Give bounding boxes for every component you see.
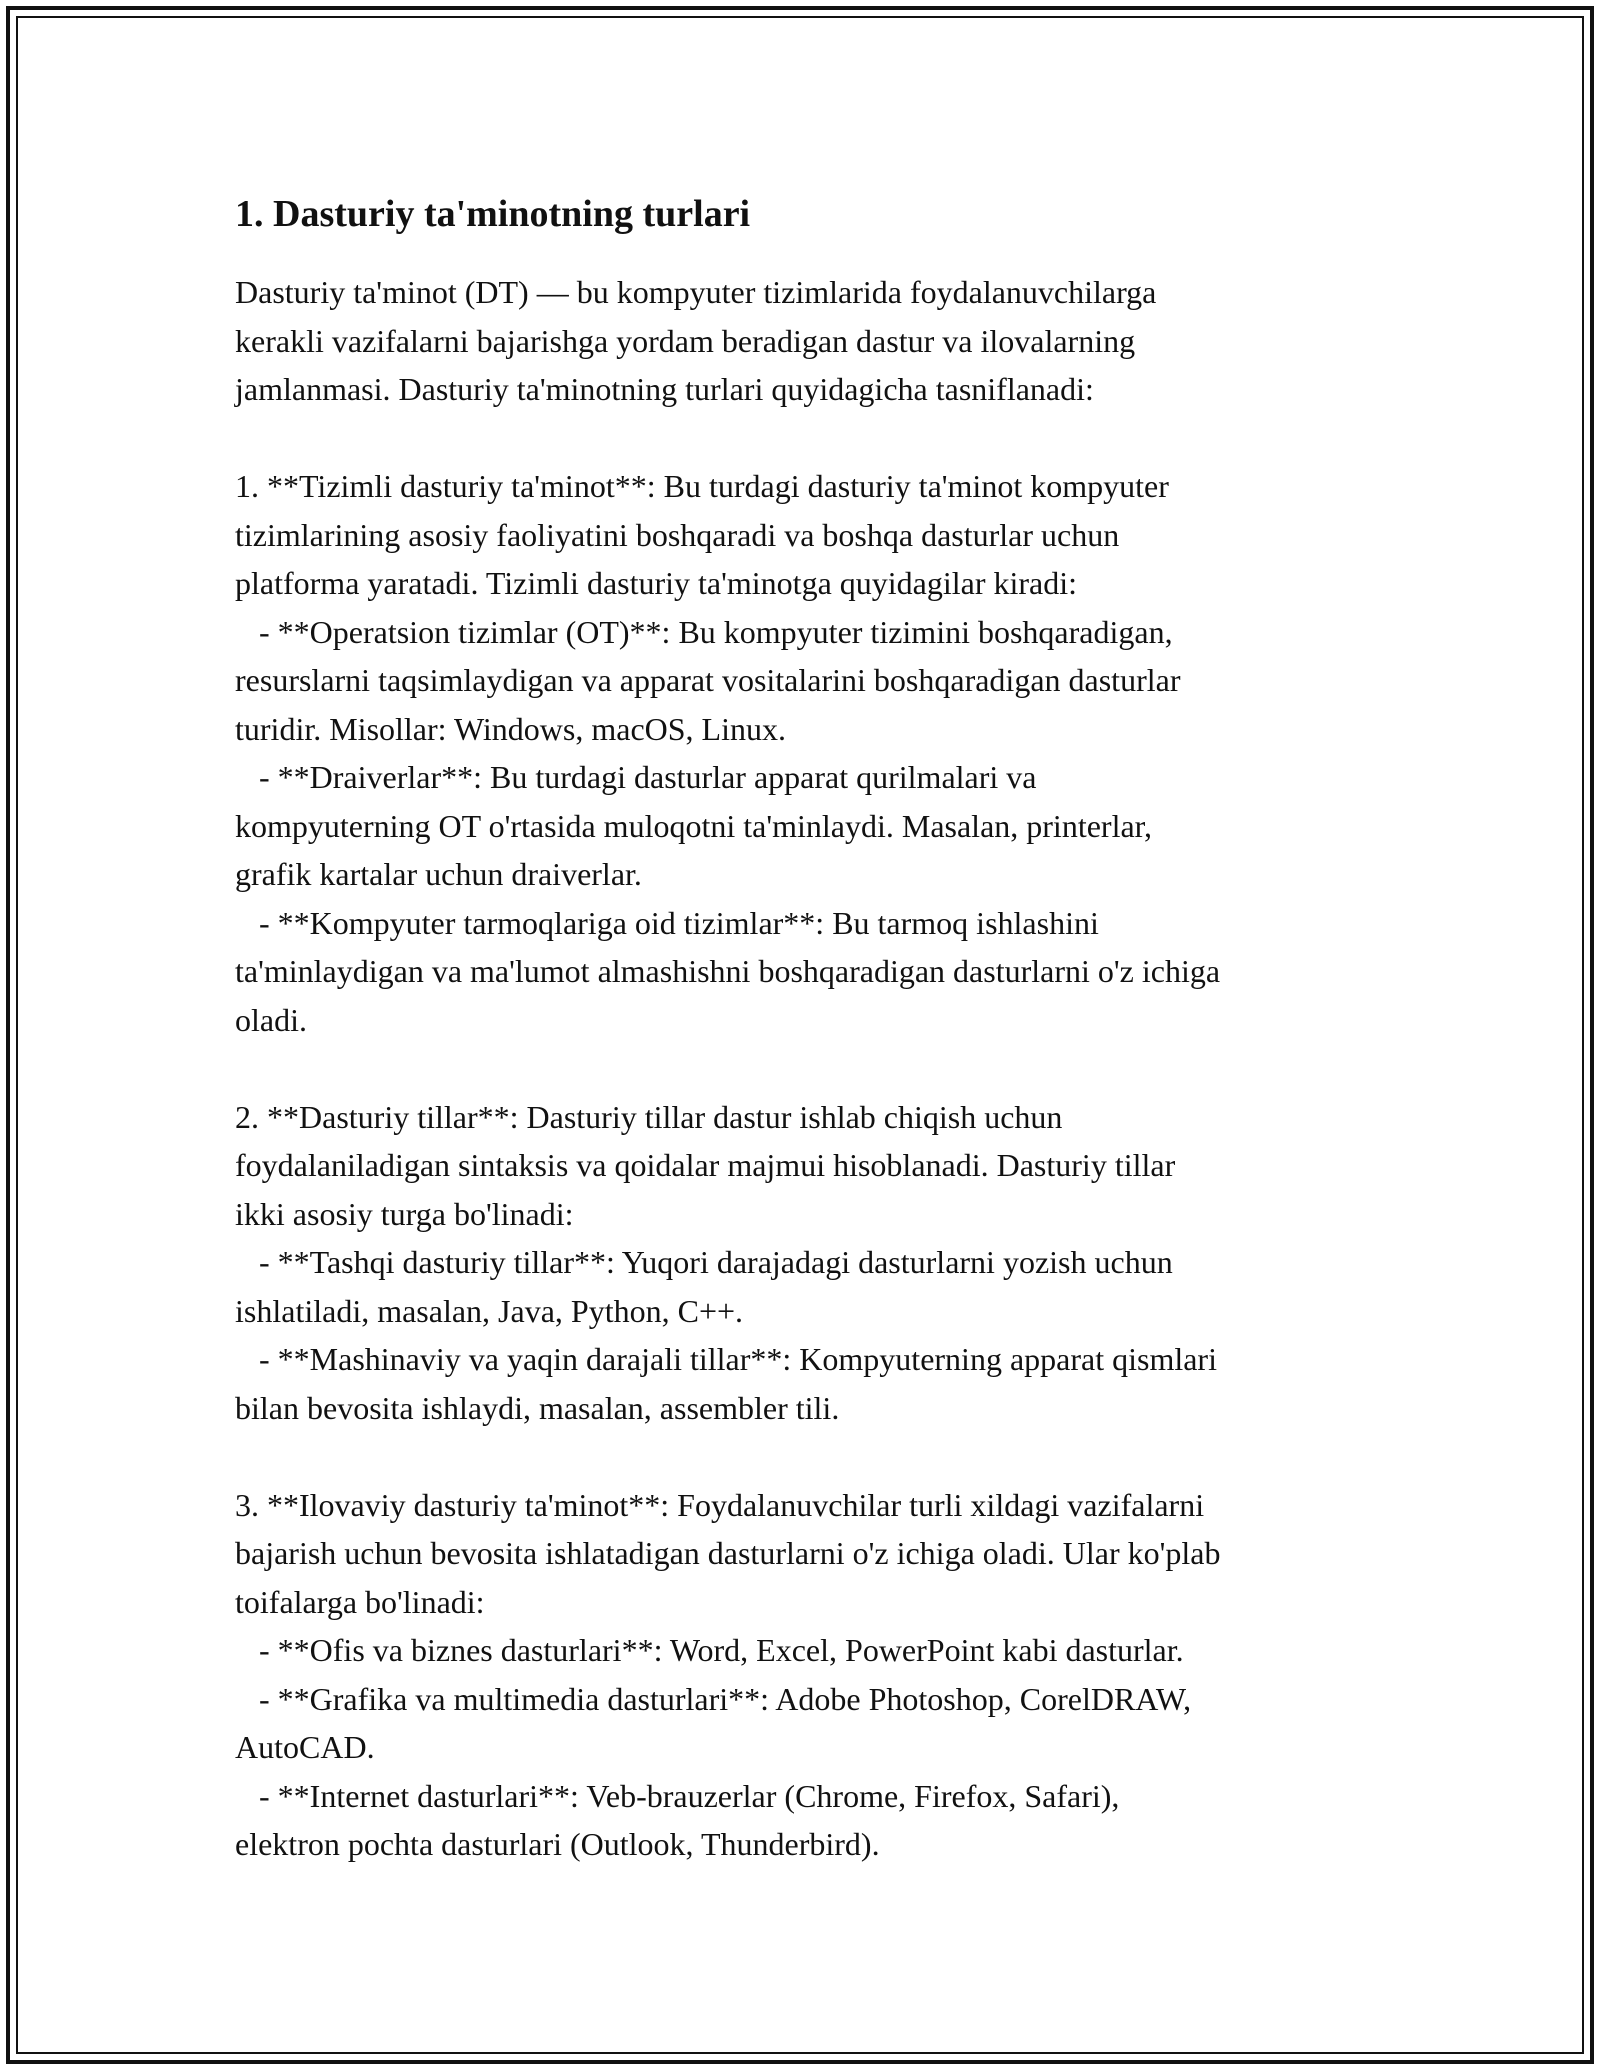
text-line xyxy=(235,1432,1380,1481)
text-line: ta'minlaydigan va ma'lumot almashishni boshqaradigan dasturlarni o'z ichiga xyxy=(235,953,1221,989)
text-line: jamlanmasi. Dasturiy ta'minotning turlari quyidagicha tasniflanadi: xyxy=(235,371,1094,407)
text-line: grafik kartalar uchun draiverlar. xyxy=(235,856,642,892)
text-line: turidir. Misollar: Windows, macOS, Linux. xyxy=(235,710,786,747)
text-line: - **Operatsion tizimlar (OT)**: Bu kompyuter tizimini boshqaradigan, xyxy=(235,613,1173,650)
text-line: 1. **Tizimli dasturiy ta'minot**: Bu turdagi dasturiy ta'minot kompyuter xyxy=(235,468,1169,504)
text-line: 3. **Ilovaviy dasturiy ta'minot**: Foydalanuvchilar turli xildagi vazifalarni xyxy=(235,1486,1205,1523)
text-line: ikki asosiy turga bo'linadi: xyxy=(235,1195,574,1232)
text-line: kompyuterning OT o'rtasida muloqotni ta'minlaydi. Masalan, printerlar, xyxy=(235,807,1153,844)
text-line: - **Draiverlar**: Bu turdagi dasturlar apparat qurilmalari va xyxy=(235,759,1037,795)
document-content xyxy=(235,190,1380,1869)
text-line: oladi. xyxy=(235,1001,307,1038)
text-line: tizimlarining asosiy faoliyatini boshqaradi va boshqa dasturlar uchun xyxy=(235,516,1120,553)
text-line: Dasturiy ta'minot (DT) — bu kompyuter tizimlarida foydalanuvchilarga xyxy=(235,274,1157,310)
text-line: foydalaniladigan sintaksis va qoidalar majmui hisoblanadi. Dasturiy tillar xyxy=(235,1147,1176,1183)
text-line: platforma yaratadi. Tizimli dasturiy ta'minotga quyidagilar kiradi: xyxy=(235,565,1078,601)
text-line: elektron pochta dasturlari (Outlook, Thunderbird). xyxy=(235,1826,880,1862)
text-line: - **Kompyuter tarmoqlariga oid tizimlar**: Bu tarmoq ishlashini xyxy=(235,904,1099,941)
document-heading: 1. Dasturiy ta'minotning turlari xyxy=(235,193,751,235)
text-line: bilan bevosita ishlaydi, masalan, assembler tili. xyxy=(235,1389,840,1426)
text-line: toifalarga bo'linadi: xyxy=(235,1583,485,1620)
document-body xyxy=(235,268,1380,1869)
text-line: resurslarni taqsimlaydigan va apparat vositalarini boshqaradigan dasturlar xyxy=(235,662,1181,698)
text-line: 2. **Dasturiy tillar**: Dasturiy tillar dastur ishlab chiqish uchun xyxy=(235,1098,1063,1135)
text-line xyxy=(235,1044,1380,1093)
text-line: ishlatiladi, masalan, Java, Python, C++. xyxy=(235,1292,744,1329)
text-line: bajarish uchun bevosita ishlatadigan dasturlarni o'z ichiga oladi. Ular ko'plab xyxy=(235,1535,1221,1571)
text-line: - **Tashqi dasturiy tillar**: Yuqori darajadagi dasturlarni yozish uchun xyxy=(235,1244,1173,1280)
text-line: - **Mashinaviy va yaqin darajali tillar**: Kompyuterning apparat qismlari xyxy=(235,1341,1217,1377)
text-line: - **Grafika va multimedia dasturlari**: Adobe Photoshop, CorelDRAW, xyxy=(235,1680,1192,1717)
text-line: AutoCAD. xyxy=(235,1729,375,1765)
text-line: - **Internet dasturlari**: Veb-brauzerlar (Chrome, Firefox, Safari), xyxy=(235,1777,1120,1814)
text-line xyxy=(235,414,1380,463)
text-line: kerakli vazifalarni bajarishga yordam beradigan dastur va ilovalarning xyxy=(235,322,1136,359)
text-line: - **Ofis va biznes dasturlari**: Word, Excel, PowerPoint kabi dasturlar. xyxy=(235,1632,1184,1668)
